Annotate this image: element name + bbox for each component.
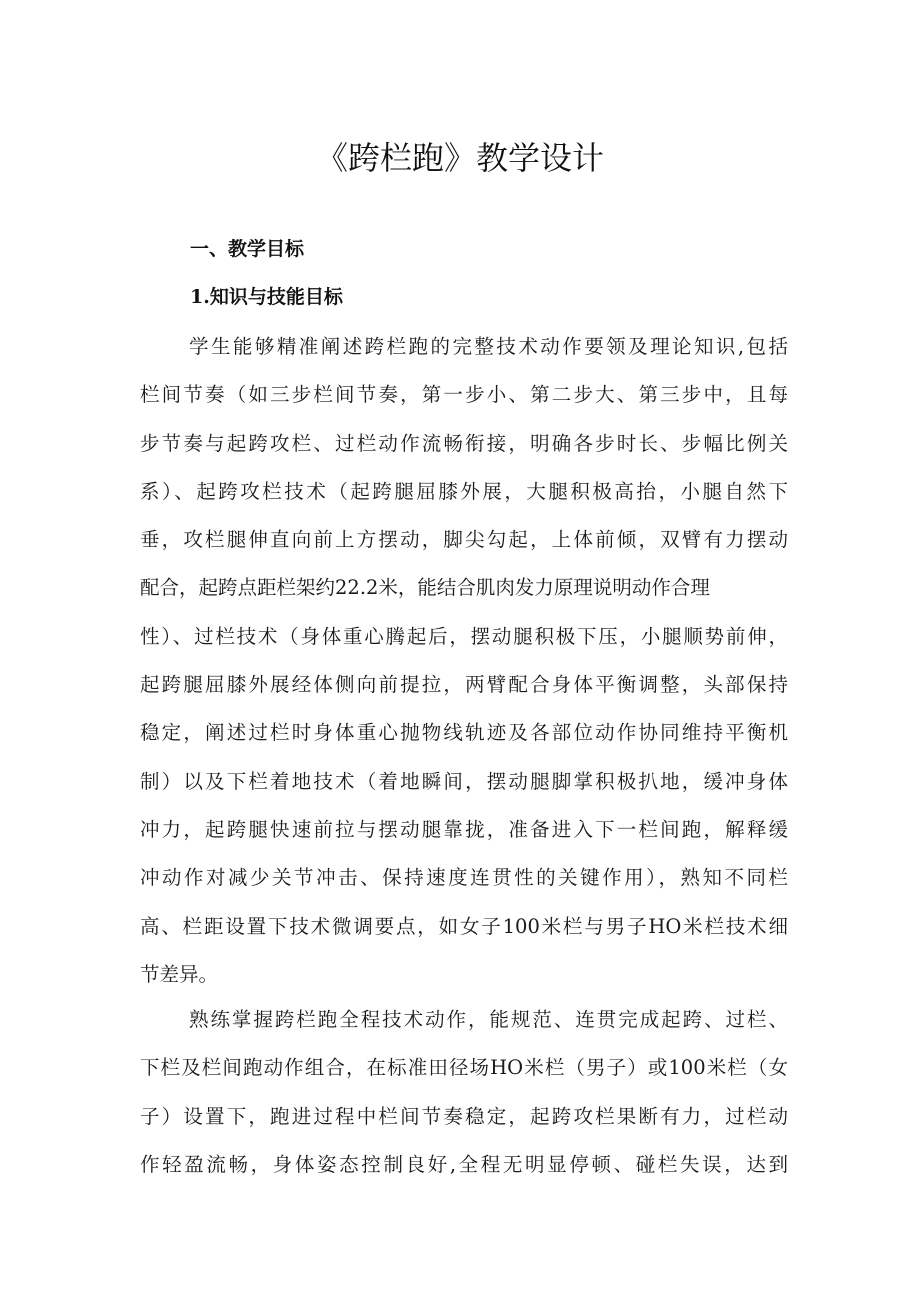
paragraph-line: 熟练掌握跨栏跑全程技术动作，能规范、连贯完成起跨、过栏、	[189, 1008, 788, 1031]
paragraph-line: 步节奏与起跨攻栏、过栏动作流畅衔接，明确各步时长、步幅比例关	[140, 431, 788, 455]
paragraph-line: 学生能够精准阐述跨栏跑的完整技术动作要领及理论知识,包括	[189, 335, 788, 358]
paragraph-line: 子）设置下，跑进过程中栏间节奏稳定，起跨攻栏果断有力，过栏动	[140, 1104, 788, 1128]
paragraph-line: 制）以及下栏着地技术（着地瞬间，摆动腿脚掌积极扒地，缓冲身体	[140, 769, 788, 793]
paragraph-line: 下栏及栏间跑动作组合，在标准田径场HO米栏（男子）或100米栏（女	[140, 1056, 788, 1080]
body-paragraph-2	[140, 996, 788, 1189]
paragraph-line: 冲力，起跨腿快速前拉与摆动腿靠拢，准备进入下一栏间跑，解释缓	[140, 817, 788, 841]
body-paragraph-1	[140, 323, 788, 999]
paragraph-line: 系）、起跨攻栏技术（起跨腿屈膝外展，大腿积极高抬，小腿自然下	[140, 479, 788, 503]
document-title: 《跨栏跑》教学设计	[315, 139, 604, 177]
paragraph-line: 作轻盈流畅，身体姿态控制良好,全程无明显停顿、碰栏失误，达到	[140, 1152, 788, 1176]
paragraph-line: 节差异。	[140, 962, 219, 986]
paragraph-line: 配合，起跨点距栏架约22.2米，能结合肌肉发力原理说明动作合理	[140, 576, 710, 600]
paragraph-line: 起跨腿屈膝外展经体侧向前提拉，两臂配合身体平衡调整，头部保持	[140, 673, 788, 697]
paragraph-line: 高、栏距设置下技术微调要点，如女子100米栏与男子HO米栏技术细	[140, 914, 788, 938]
section-heading-teaching-goals: 一、教学目标	[190, 238, 305, 260]
subsection-heading-knowledge-skills: 1.知识与技能目标	[190, 286, 343, 308]
paragraph-line: 冲动作对减少关节冲击、保持速度连贯性的关键作用），熟知不同栏	[140, 866, 788, 890]
paragraph-line: 垂，攻栏腿伸直向前上方摆动，脚尖勾起，上体前倾，双臂有力摆动	[140, 528, 788, 552]
paragraph-line: 栏间节奏（如三步栏间节奏，第一步小、第二步大、第三步中，且每	[140, 383, 788, 407]
paragraph-line: 性）、过栏技术（身体重心腾起后，摆动腿积极下压，小腿顺势前伸，	[140, 624, 788, 648]
paragraph-line: 稳定，阐述过栏时身体重心抛物线轨迹及各部位动作协同维持平衡机	[140, 721, 788, 745]
